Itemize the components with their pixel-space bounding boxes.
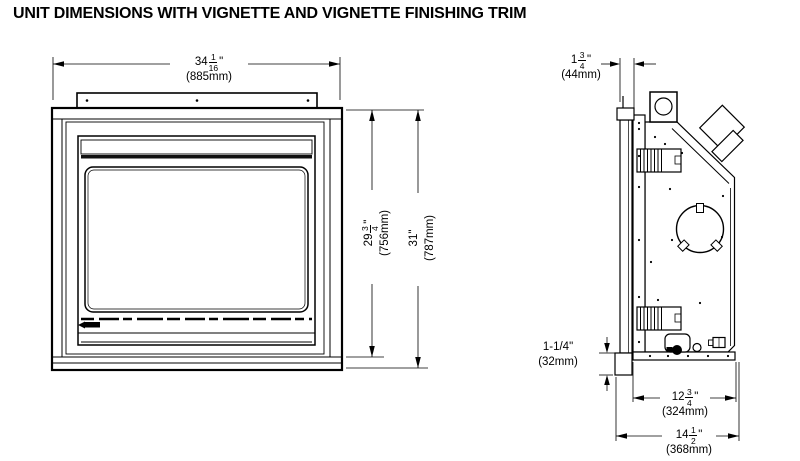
- dimension-label-side-trim-front: 1 $\frac{3}{4}$ " (44mm): [561, 50, 601, 82]
- side-view-drawing: [615, 92, 744, 375]
- dimension-label-side-depth-unit: 12 $\frac{3}{4}$ " (324mm): [661, 387, 708, 419]
- unit-base: [633, 352, 735, 360]
- upper-side-grille: [637, 149, 681, 172]
- dimension-label-front-height-trim: 31 " (787mm): [408, 215, 436, 262]
- trim-bottom-cap: [615, 353, 632, 375]
- glass-door: [85, 167, 308, 312]
- trim-top-cap: [617, 108, 634, 120]
- vent-collar-box: [650, 92, 677, 122]
- gas-valve: [665, 334, 690, 355]
- control-handle: [78, 322, 85, 329]
- screw-dot: [307, 99, 310, 102]
- page-title: UNIT DIMENSIONS WITH VIGNETTE AND VIGNETTE FINISHING TRIM: [13, 5, 527, 22]
- dimension-label-front-width: 34 $\frac{1}{16}$ " (885mm): [185, 52, 232, 84]
- dimension-label-side-depth-total: 14 $\frac{1}{2}$ " (368mm): [665, 425, 712, 457]
- dimension-label-front-height-unit: 29 3 4 " (756mm): [359, 210, 391, 257]
- trim-side-profile: [620, 120, 632, 353]
- control-handle-bar: [85, 322, 100, 328]
- screw-dot: [86, 99, 89, 102]
- top-louver: [81, 140, 312, 154]
- glass-door-inner-line: [88, 170, 305, 309]
- dimension-label-side-trim-bottom: 1-1/4 " (32mm): [538, 340, 578, 369]
- top-louver-dark-band: [81, 155, 312, 159]
- screw-dot: [196, 99, 199, 102]
- vignette-trim-frame: [52, 108, 342, 370]
- front-view-drawing: [52, 93, 342, 370]
- lower-side-grille: [637, 307, 681, 330]
